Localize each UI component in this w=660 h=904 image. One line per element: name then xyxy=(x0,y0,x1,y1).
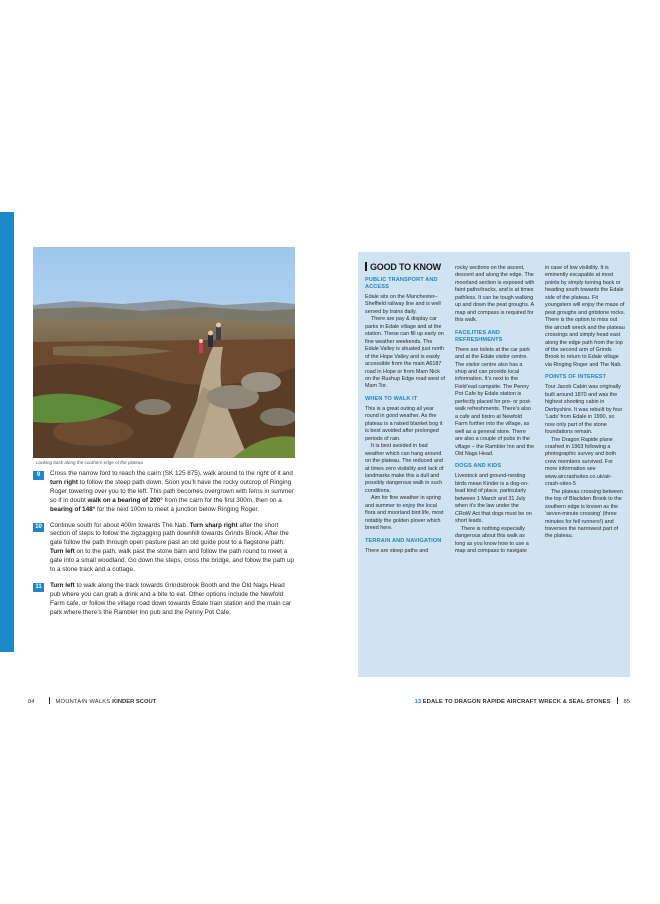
section-paragraph: This is a great outing all year round in good weather. As the plateau is a raised blanket bog it is best avoided after prolonged periods of rain. xyxy=(365,405,443,442)
hero-photo xyxy=(33,247,295,458)
section-paragraph: There are steep paths and xyxy=(365,547,429,554)
section-paragraph: Aim for fine weather in spring and summer to enjoy the local flora and moorland bird life, most notably the golden plover which breed here. xyxy=(365,495,444,532)
section-heading: PUBLIC TRANSPORT AND ACCESS xyxy=(365,277,438,290)
step-text-run: to follow the steep path down. Soon you’ll have the rocky outcrop of Ringing Roger towering over you to the left. This path becomes overgrown with ferns in summer so if in doubt xyxy=(50,478,294,504)
good-to-know-column-2 xyxy=(455,265,535,555)
section-paragraph: Livestock and ground-nesting birds mean Kinder is a dog-on-lead kind of place, particularly between 1 March and 31 July when it’s the law under the CRoW Act that dogs must be on short leads. xyxy=(455,473,532,525)
footer-left xyxy=(28,697,156,705)
step-instruction-bold: Turn sharp right xyxy=(189,521,238,529)
section-paragraph: Tour Jacob Cabin was originally built around 1870 and was the highest shooting cabin in Derbyshire. It was rebuilt by four ‘Lads’ from Edale in 1990, so now only part of the stone foundations remain. xyxy=(545,384,623,436)
good-to-know-title-text: GOOD TO KNOW xyxy=(370,262,441,272)
photo-caption: Looking back along the southern edge of the plateau xyxy=(36,460,144,465)
section-paragraph: There is nothing especially dangerous about this walk as long as you know how to use a map and compass to navigate xyxy=(455,525,529,554)
section-heading: TERRAIN AND NAVIGATION xyxy=(365,537,442,544)
section-paragraph: There are pay & display car parks in Edale village and at the station. These can fill up early on fine weather weekends. The Edale Valley is situated just north of the Hope Valley and is easily accessible from the main A6187 road in Hope or from Mam Nick on the Rushup Edge road west of Mam Tor. xyxy=(365,316,446,390)
route-steps xyxy=(33,470,295,625)
step-text-run: for the next 100m to meet a junction below Ringing Roger. xyxy=(95,505,260,513)
step-text-run: Cross the narrow ford to reach the cairn (SK 125 875), walk around to the right of it and xyxy=(50,470,293,477)
footer-separator xyxy=(617,697,618,704)
section-heading: WHEN TO WALK IT xyxy=(365,395,418,402)
good-to-know-title xyxy=(365,262,441,272)
step-text-run: on to the path, walk past the stone barn and follow the path round to meet a gate into a small woodland. Go down the steps, cross the bridge, and follow the path up to a stone track and a cottage. xyxy=(50,548,294,574)
step-text-run: after the short section of steps to follow the zigzagging path downhill towards Grinds Brook. After the gate follow the path through open pasture past an old guide post to a flagstone path. xyxy=(50,521,289,547)
step-instruction-bold: Turn left xyxy=(50,548,75,556)
step-number: 9 xyxy=(33,471,44,480)
chapter-tab xyxy=(0,212,14,652)
step-number: 11 xyxy=(33,583,44,592)
step-text xyxy=(50,522,295,575)
step-instruction-bold: bearing of 148° xyxy=(50,505,96,513)
step-text xyxy=(50,582,295,618)
title-bar xyxy=(365,262,367,271)
section-heading: DOGS AND KIDS xyxy=(455,463,502,470)
section-heading: POINTS OF INTEREST xyxy=(545,374,607,381)
good-to-know-column-1 xyxy=(365,277,445,555)
section-paragraph: Edale sits on the Manchester–Sheffield railway line and is well served by trains daily. xyxy=(365,294,441,315)
step-text-run: Continue south for about 400m towards The Nab. xyxy=(50,521,190,529)
step-text xyxy=(50,470,295,515)
footer-separator xyxy=(49,697,50,704)
right-page-number: 85 xyxy=(623,699,630,705)
route-step xyxy=(33,470,295,515)
section-paragraph: in case of low visibility. It is eminently escapable at most points by simply turning back or heading south towards the Edale side of the plateau. Fit youngsters will enjoy the maze of peat groughs and gritstone rocks. There is the option to miss out the aircraft wreck and the plateau crossings and simply head east along the edge path from the top of the second arm of Grinds Brook to return to Edale village via Ringing Roger and The Nab. xyxy=(545,265,626,368)
section-paragraph: There are toilets at the car park and at the Edale visitor centre. The visitor centre also has a shop and can provide local information. It’s next to the Field’ead campsite. The Penny Pot Cafe by Edale station is perfectly placed for pre- or post-walk refreshments. There’s also a cafe and bistro at Newfold Farm further into the village, as well as a general store. There are also a couple of pubs in the village – the Rambler Inn and the Old Nags Head. xyxy=(455,346,535,457)
good-to-know-column-3 xyxy=(545,265,625,541)
section-paragraph: The plateau crossing between the top of Blackden Brook to the southern edge is known as the ‘seven-minute crossing’ (three minutes for fell runners!) and traverses the narrowest part of the plateau. xyxy=(545,488,623,540)
left-page-number: 84 xyxy=(28,699,35,705)
footer-right xyxy=(415,697,630,705)
section-paragraph: The Dragon Rapide plane crashed in 1963 following a photographic survey and both crew members survived. For more information see www.aircrashsites.co.uk/air-crash-sites-5 xyxy=(545,436,617,488)
footer-volume: MOUNTAIN WALKS xyxy=(55,699,111,705)
section-paragraph: It is best avoided in bad weather which can hang around on the plateau. The reduced and at times zero visibility and lack of landmarks make this a dull and possibly dangerous walk in such conditions. xyxy=(365,443,444,494)
footer-area: KINDER SCOUT xyxy=(112,699,157,705)
route-title: EDALE TO DRAGON RAPIDE AIRCRAFT WRECK & SEAL STONES xyxy=(422,699,611,705)
route-step xyxy=(33,522,295,575)
step-instruction-bold: walk on a bearing of 200° xyxy=(87,496,163,504)
step-number: 10 xyxy=(33,523,44,532)
route-number: 13 xyxy=(414,699,422,705)
step-instruction-bold: turn right xyxy=(50,478,78,486)
section-paragraph: rocky sections on the ascent, descent and along the edge. The moorland section is exposed with faint paths/tracks, and is at times pathless. It can be tough walking up and down the peat groughs. A map and compass is required for this walk. xyxy=(455,265,535,324)
step-text-run: from the cairn for the first 300m, then on a xyxy=(162,496,282,504)
section-heading: FACILITIES AND REFRESHMENTS xyxy=(455,329,503,343)
route-step xyxy=(33,582,295,618)
step-instruction-bold: Turn left xyxy=(50,581,75,589)
step-text-run: to walk along the track towards Grindsbrook Booth and the Old Nags Head pub where you can grab a drink and a bite to eat. Other options include the Newfold Farm cafe, or follow the village road down towards Edale train station and the main car park where there’s the Rambler Inn pub and the Penny Pot Cafe. xyxy=(50,581,292,616)
